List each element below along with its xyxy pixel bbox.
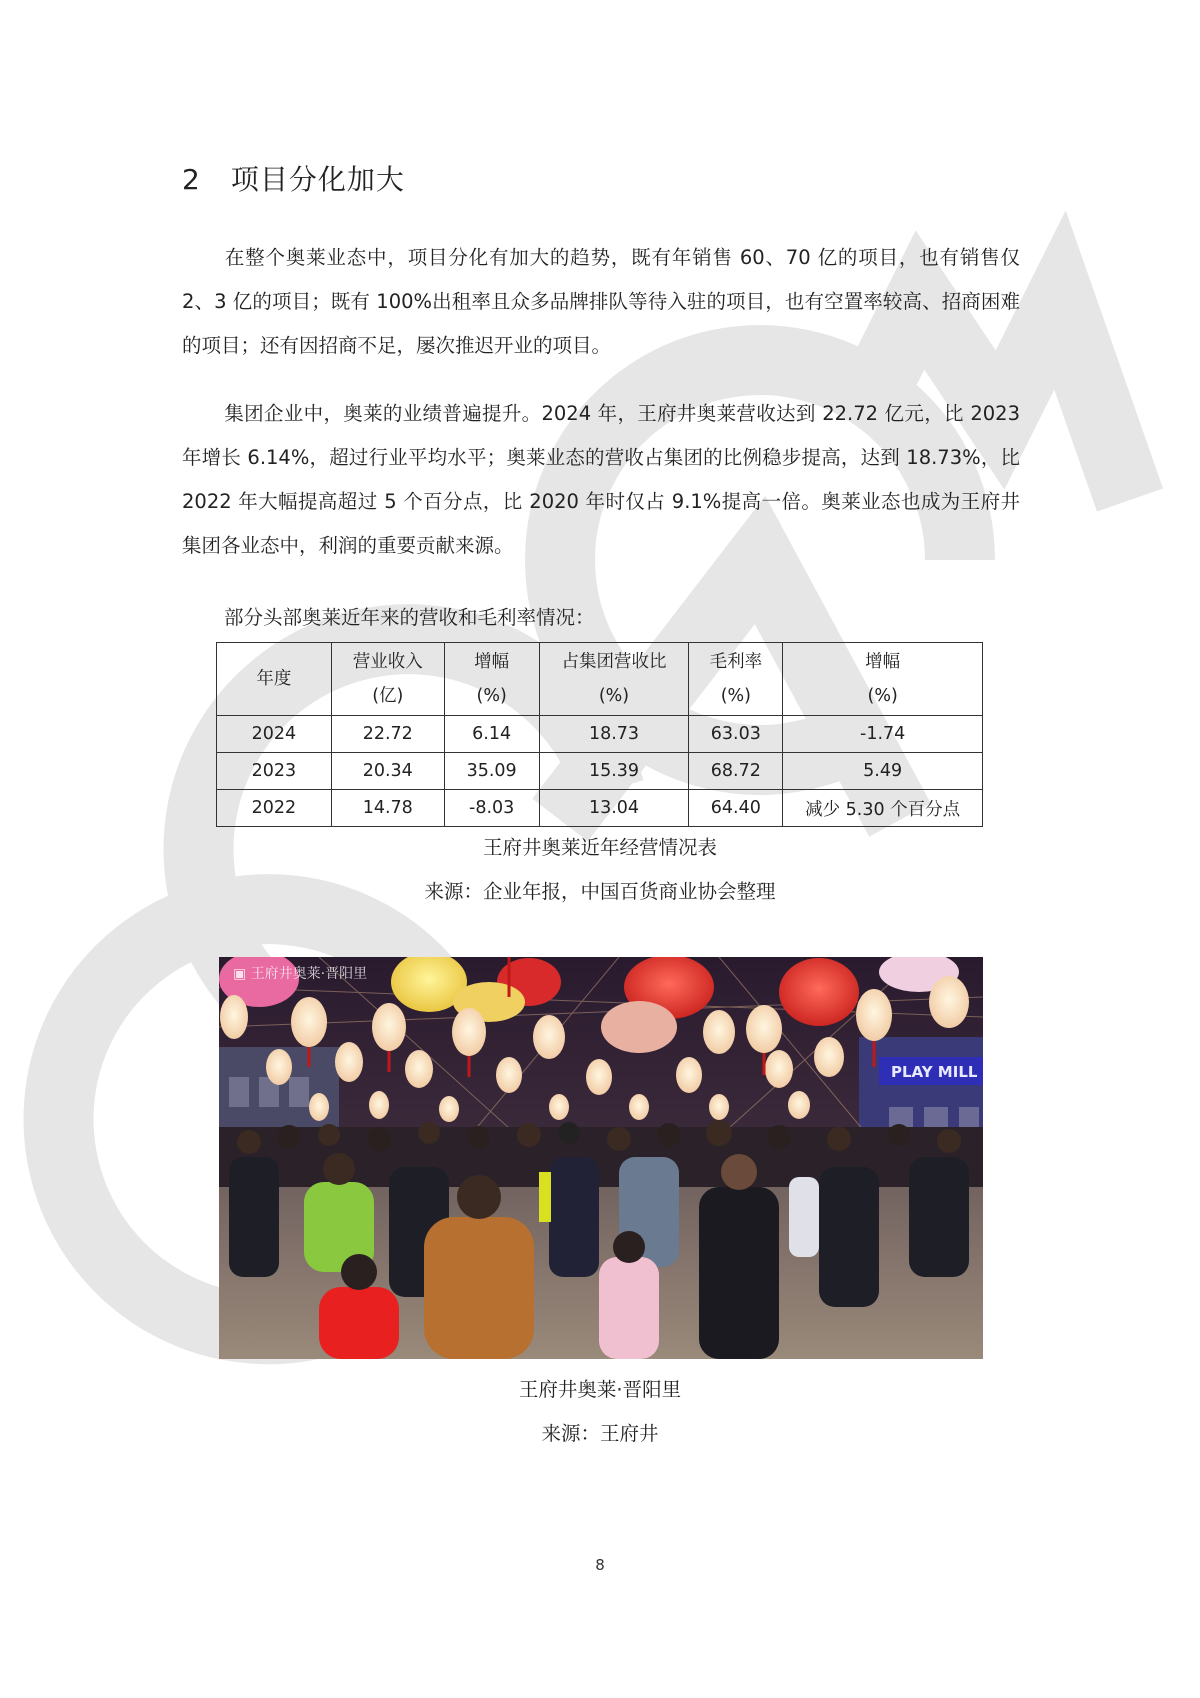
table-caption: 王府井奥莱近年经营情况表 [482,836,717,859]
cell-revenue: 20.34 [331,753,444,790]
header-revenue: 营业收入 (亿) [331,643,444,716]
table-header-row [217,643,983,716]
cell-revenue-growth: 35.09 [444,753,539,790]
cell-revenue-growth: -8.03 [444,790,539,827]
cell-year: 2023 [217,753,332,790]
cell-group-share: 18.73 [539,716,689,753]
paragraph-2-text: 集团企业中，奥莱的业绩普遍提升。2024 年，王府井奥莱营收达到 22.72 亿元，比 2023 年增长 6.14%，超过行业平均水平；奥莱业态的营收占集团的比例稳步提高，达到 18.73%，比 2022 年大幅提高超过 5 个百分点，比 2020 年时仅占 9.1%提高一倍。奥莱业态也成为王府井集团各业态中，利润的重要贡献来源。 [182,402,1020,557]
section-heading [182,158,405,198]
cell-margin-growth: 减少 5.30 个百分点 [783,790,983,827]
header-year: 年度 [217,643,332,716]
photo-illustration [219,957,983,1359]
figure-source: 来源：王府井 [541,1422,659,1445]
cell-revenue-growth: 6.14 [444,716,539,753]
performance-table [216,642,983,827]
cell-group-share: 15.39 [539,753,689,790]
section-title: 项目分化加大 [230,163,405,196]
table-row [217,790,983,827]
table-source: 来源：企业年报，中国百货商业协会整理 [424,880,776,903]
cell-revenue: 22.72 [331,716,444,753]
section-number: 2 [182,163,201,196]
cell-year: 2024 [217,716,332,753]
header-revenue-growth: 增幅 (%) [444,643,539,716]
table-row [217,753,983,790]
page-number: 8 [595,1556,605,1574]
table-row [217,716,983,753]
lantern-street-photo [219,957,983,1359]
paragraph-1 [182,236,1020,368]
header-gross-margin: 毛利率 (%) [689,643,783,716]
play-mill-sign: PLAY MILL [891,1063,978,1081]
cell-group-share: 13.04 [539,790,689,827]
cell-revenue: 14.78 [331,790,444,827]
image-icon: ▣ [233,966,251,982]
cell-margin-growth: 5.49 [783,753,983,790]
paragraph-1-text: 在整个奥莱业态中，项目分化有加大的趋势，既有年销售 60、70 亿的项目，也有销售仅 2、3 亿的项目；既有 100%出租率且众多品牌排队等待入驻的项目，也有空置率较高、招商困难的项目；还有因招商不足，屡次推迟开业的项目。 [182,246,1020,357]
header-margin-growth: 增幅 (%) [783,643,983,716]
table-intro: 部分头部奥莱近年来的营收和毛利率情况： [224,606,595,629]
figure-caption: 王府井奥莱·晋阳里 [518,1378,682,1401]
cell-gross-margin: 64.40 [689,790,783,827]
cell-margin-growth: -1.74 [783,716,983,753]
cell-gross-margin: 68.72 [689,753,783,790]
photo-overlay-label: ▣ 王府井奥莱·晋阳里 [233,966,368,982]
cell-gross-margin: 63.03 [689,716,783,753]
paragraph-2 [182,392,1020,568]
cell-year: 2022 [217,790,332,827]
header-group-share: 占集团营收比 (%) [539,643,689,716]
